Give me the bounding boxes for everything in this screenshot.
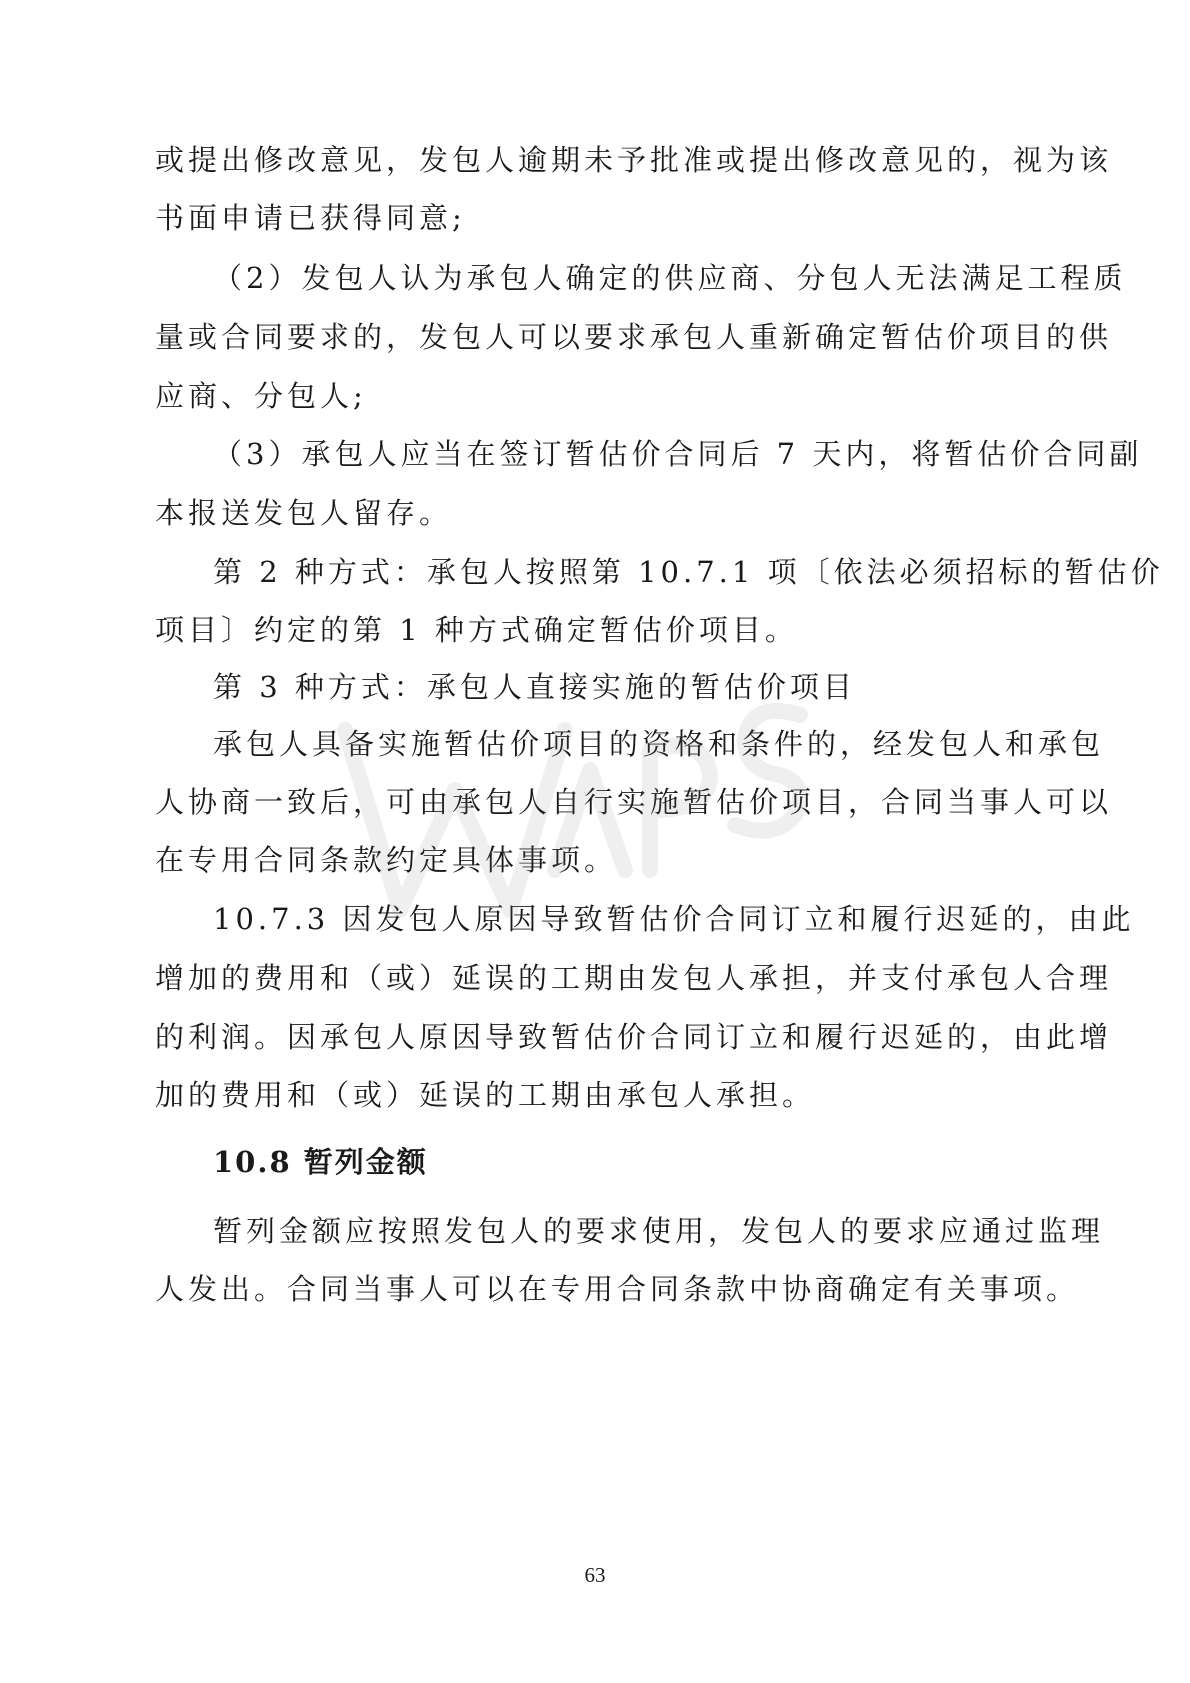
text-line: 第 2 种方式：承包人按照第 10.7.1 项〔依法必须招标的暂估价 xyxy=(213,555,1164,589)
text-line: （2）发包人认为承包人确定的供应商、分包人无法满足工程质 xyxy=(213,261,1127,295)
text-line: 书面申请已获得同意; xyxy=(155,201,466,235)
text-line: 本报送发包人留存。 xyxy=(155,496,453,530)
text-line: 增加的费用和（或）延误的工期由发包人承担，并支付承包人合理 xyxy=(155,961,1113,995)
text-line: 项目〕约定的第 1 种方式确定暂估价项目。 xyxy=(155,613,798,647)
text-line: 的利润。因承包人原因导致暂估价合同订立和履行迟延的，由此增 xyxy=(155,1020,1113,1054)
text-line: 承包人具备实施暂估价项目的资格和条件的，经发包人和承包 xyxy=(213,727,1105,761)
text-line: 应商、分包人; xyxy=(155,379,367,413)
text-line: 人发出。合同当事人可以在专用合同条款中协商确定有关事项。 xyxy=(155,1272,1080,1306)
page-number: 63 xyxy=(584,1563,606,1587)
text-line: 人协商一致后，可由承包人自行实施暂估价项目，合同当事人可以 xyxy=(155,785,1113,819)
text-line: 在专用合同条款约定具体事项。 xyxy=(155,843,618,877)
text-line: 第 3 种方式：承包人直接实施的暂估价项目 xyxy=(213,670,856,704)
text-line: 加的费用和（或）延误的工期由承包人承担。 xyxy=(155,1078,816,1112)
text-line: 暂列金额应按照发包人的要求使用，发包人的要求应通过监理 xyxy=(213,1214,1105,1248)
text-line: 或提出修改意见，发包人逾期未予批准或提出修改意见的，视为该 xyxy=(155,143,1113,177)
section-heading: 10.8 暂列金额 xyxy=(213,1145,428,1179)
text-line: （3）承包人应当在签订暂估价合同后 7 天内，将暂估价合同副 xyxy=(213,437,1143,471)
text-line: 量或合同要求的，发包人可以要求承包人重新确定暂估价项目的供 xyxy=(155,320,1113,354)
text-line: 10.7.3 因发包人原因导致暂估价合同订立和履行迟延的，由此 xyxy=(213,902,1135,936)
